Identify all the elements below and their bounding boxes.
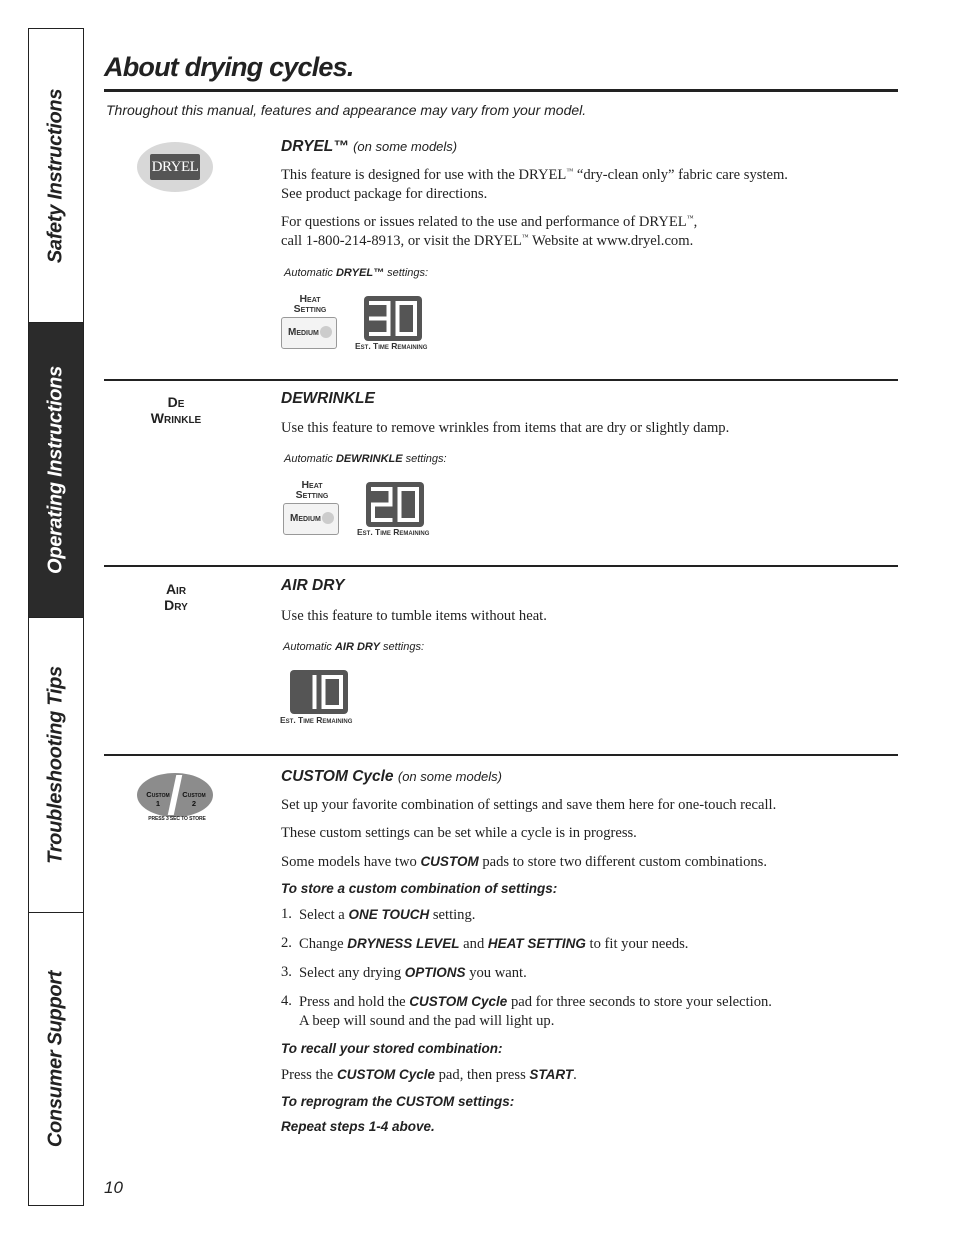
page-number: 10 bbox=[104, 1178, 123, 1197]
heading-text: DRYEL™ bbox=[281, 138, 349, 155]
list-item: 1. Select a ONE TOUCH setting. bbox=[281, 906, 476, 923]
heat-setting-label: Heat Setting bbox=[295, 479, 329, 501]
dewrinkle-settings-caption: Automatic DEWRINKLE settings: bbox=[284, 453, 447, 465]
tab-label: Safety Instructions bbox=[44, 88, 67, 263]
digit-1-segment-b bbox=[387, 301, 391, 319]
dewrinkle-section bbox=[281, 390, 881, 465]
indicator-light-icon bbox=[322, 512, 334, 524]
digit-2-segment-f bbox=[398, 487, 402, 505]
tab-label: Troubleshooting Tips bbox=[44, 666, 67, 864]
page-title: About drying cycles. bbox=[104, 52, 354, 82]
dryel-section bbox=[281, 138, 881, 279]
digit-2-segment-b bbox=[413, 301, 417, 319]
digit-1-segment-b bbox=[313, 675, 317, 692]
repeat-steps-note: Repeat steps 1-4 above. bbox=[281, 1119, 435, 1134]
recall-heading: To recall your stored combination: bbox=[281, 1041, 503, 1056]
tab-safety-instructions[interactable] bbox=[29, 29, 83, 323]
indicator-light-icon bbox=[320, 326, 332, 338]
section-divider bbox=[104, 379, 898, 381]
medium-button[interactable] bbox=[281, 317, 337, 349]
digit-1-segment-b bbox=[389, 487, 393, 505]
custom-paragraph-1: Set up your favorite combination of settings and save them here for one-touch recall. bbox=[281, 797, 777, 813]
section-divider bbox=[104, 754, 898, 756]
air-dry-label: Air Dry bbox=[164, 581, 188, 613]
dryel-settings-caption: Automatic DRYEL™ settings: bbox=[284, 267, 429, 279]
store-steps-list bbox=[281, 905, 891, 1031]
store-heading: To store a custom combination of settings: bbox=[281, 881, 558, 896]
dryel-paragraph-2: For questions or issues related to the use and performance of DRYEL™, call 1-800-214-8913, or visit the DRYEL™ Website at www.dryel.com. bbox=[281, 214, 698, 249]
custom-paragraph-2: These custom settings can be set while a cycle is in progress. bbox=[281, 825, 637, 841]
digit-2-segment-b bbox=[415, 487, 419, 505]
digit-2-segment-e bbox=[396, 319, 400, 337]
digit-2-segment-f bbox=[396, 301, 400, 319]
air-dry-settings-caption: Automatic AIR DRY settings: bbox=[283, 641, 425, 653]
time-display bbox=[290, 670, 348, 714]
dryel-logo bbox=[137, 142, 213, 192]
section-heading bbox=[281, 768, 891, 786]
heat-setting-label: Heat Setting bbox=[293, 293, 327, 315]
sidebar-tabs bbox=[28, 28, 84, 1206]
heading-text: CUSTOM Cycle bbox=[281, 768, 394, 785]
digit-2-segment-e bbox=[322, 692, 326, 709]
air-dry-section bbox=[281, 577, 881, 653]
dewrinkle-label: De Wrinkle bbox=[150, 394, 202, 426]
section-divider bbox=[104, 565, 898, 567]
digit-2-segment-f bbox=[322, 675, 326, 692]
custom-1-pad[interactable]: Custom 1 bbox=[146, 790, 170, 808]
list-item: 3. Select any drying OPTIONS you want. bbox=[281, 964, 527, 981]
list-item: 2. Change DRYNESS LEVEL and HEAT SETTING to fit your needs. bbox=[281, 935, 689, 952]
custom-2-pad[interactable]: Custom 2 bbox=[182, 790, 206, 808]
time-display bbox=[366, 482, 424, 527]
recall-paragraph: Press the CUSTOM Cycle pad, then press START. bbox=[281, 1067, 577, 1083]
digit-2-segment-b bbox=[339, 675, 343, 692]
title-rule bbox=[104, 89, 898, 92]
est-time-remaining-label: Est. Time Remaining bbox=[280, 715, 353, 725]
digit-1-segment-d bbox=[369, 332, 391, 336]
dryel-logo-text: DRYEL bbox=[150, 154, 200, 180]
heading-note: (on some models) bbox=[353, 139, 458, 154]
section-heading bbox=[281, 138, 881, 156]
page-subtitle: Throughout this manual, features and appearance may vary from your model. bbox=[106, 102, 587, 118]
medium-label: Medium bbox=[290, 513, 321, 524]
digit-1-segment-c bbox=[313, 692, 317, 709]
dryel-paragraph-1: This feature is designed for use with the DRYEL™ “dry-clean only” fabric care system. See product package for directions. bbox=[281, 167, 788, 202]
est-time-remaining-label: Est. Time Remaining bbox=[357, 527, 430, 537]
medium-label: Medium bbox=[288, 327, 319, 338]
est-time-remaining-label: Est. Time Remaining bbox=[355, 341, 428, 351]
tab-troubleshooting-tips[interactable] bbox=[29, 618, 83, 913]
heading-note: (on some models) bbox=[397, 769, 502, 784]
section-heading: DEWRINKLE bbox=[281, 390, 375, 407]
digit-1-segment-d bbox=[371, 518, 393, 522]
digit-2-segment-e bbox=[398, 505, 402, 523]
list-item: 4. Press and hold the CUSTOM Cycle pad for three seconds to store your selection. A beep will sound and the pad will light up. bbox=[281, 993, 772, 1029]
tab-label: Consumer Support bbox=[44, 970, 67, 1148]
medium-button[interactable] bbox=[283, 503, 339, 535]
tab-operating-instructions[interactable] bbox=[29, 323, 83, 618]
section-heading: AIR DRY bbox=[281, 577, 345, 594]
air-dry-paragraph: Use this feature to tumble items without heat. bbox=[281, 608, 547, 624]
custom-pads-graphic bbox=[137, 773, 215, 827]
time-display bbox=[364, 296, 422, 341]
tab-consumer-support[interactable] bbox=[29, 913, 83, 1205]
tab-label: Operating Instructions bbox=[44, 366, 67, 574]
custom-paragraph-3: Some models have two CUSTOM pads to store two different custom combinations. bbox=[281, 854, 768, 870]
press-to-store-note: PRESS 3 SEC TO STORE bbox=[148, 816, 206, 822]
dewrinkle-paragraph: Use this feature to remove wrinkles from items that are dry or slightly damp. bbox=[281, 420, 730, 436]
custom-cycle-section bbox=[281, 768, 891, 1134]
reprogram-heading: To reprogram the CUSTOM settings: bbox=[281, 1094, 515, 1109]
